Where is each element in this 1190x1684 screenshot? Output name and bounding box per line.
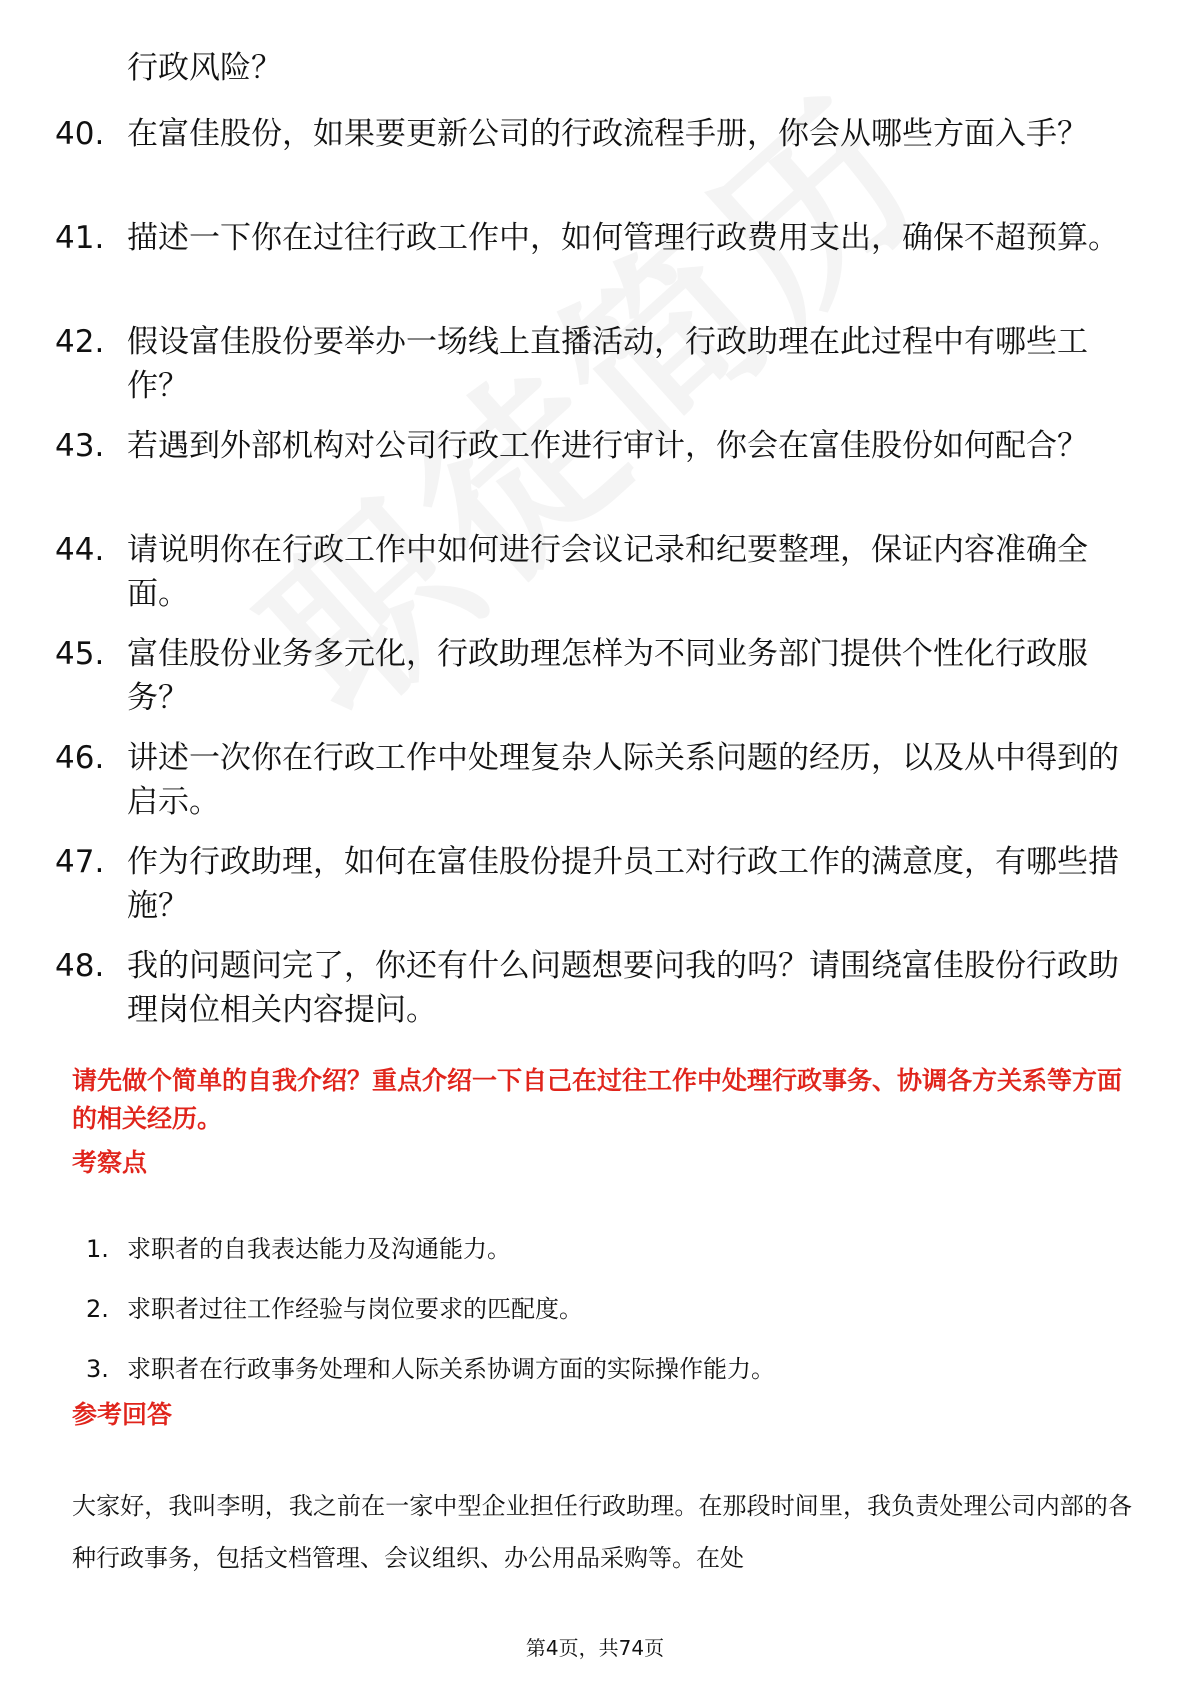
question-continuation: 行政风险？ bbox=[127, 50, 282, 86]
point-text: 求职者的自我表达能力及沟通能力。 bbox=[127, 1235, 511, 1263]
point-number: 1. bbox=[86, 1235, 109, 1263]
list-item bbox=[0, 1232, 1190, 1292]
list-item bbox=[0, 632, 1190, 736]
list-item bbox=[0, 736, 1190, 840]
page-footer: 第4页，共74页 bbox=[525, 1636, 665, 1660]
list-item bbox=[0, 424, 1190, 528]
question-number: 42. bbox=[55, 324, 105, 360]
question-list bbox=[0, 112, 1190, 1048]
question-text: 讲述一次你在行政工作中处理复杂人际关系问题的经历，以及从中得到的启示。 bbox=[127, 740, 1119, 820]
question-number: 44. bbox=[55, 532, 105, 568]
list-item bbox=[0, 944, 1190, 1048]
reference-heading: 参考回答 bbox=[72, 1400, 173, 1429]
question-number: 46. bbox=[55, 740, 105, 776]
question-number: 47. bbox=[55, 844, 105, 880]
assessment-points bbox=[0, 1232, 1190, 1412]
reference-answer: 大家好，我叫李明，我之前在一家中型企业担任行政助理。在那段时间里，我负责处理公司内部的各种行政事务，包括文档管理、会议组织、办公用品采购等。在处 bbox=[72, 1492, 1132, 1572]
list-item bbox=[0, 216, 1190, 320]
point-text: 求职者在行政事务处理和人际关系协调方面的实际操作能力。 bbox=[127, 1355, 775, 1383]
question-number: 40. bbox=[55, 116, 105, 152]
question-text: 若遇到外部机构对公司行政工作进行审计，你会在富佳股份如何配合？ bbox=[127, 428, 1088, 464]
point-number: 2. bbox=[86, 1295, 109, 1323]
question-text: 假设富佳股份要举办一场线上直播活动，行政助理在此过程中有哪些工作？ bbox=[127, 324, 1088, 404]
list-item bbox=[0, 528, 1190, 632]
list-item bbox=[0, 320, 1190, 424]
question-text: 描述一下你在过往行政工作中，如何管理行政费用支出，确保不超预算。 bbox=[127, 220, 1119, 256]
assessment-heading: 考察点 bbox=[72, 1148, 148, 1177]
list-item bbox=[0, 112, 1190, 216]
question-text: 作为行政助理，如何在富佳股份提升员工对行政工作的满意度，有哪些措施？ bbox=[127, 844, 1119, 924]
question-text: 我的问题问完了，你还有什么问题想要问我的吗？请围绕富佳股份行政助理岗位相关内容提问。 bbox=[127, 948, 1119, 1028]
list-item bbox=[0, 840, 1190, 944]
point-text: 求职者过往工作经验与岗位要求的匹配度。 bbox=[127, 1295, 583, 1323]
question-number: 43. bbox=[55, 428, 105, 464]
question-number: 41. bbox=[55, 220, 105, 256]
question-number: 48. bbox=[55, 948, 105, 984]
highlighted-question: 请先做个简单的自我介绍？重点介绍一下自己在过往工作中处理行政事务、协调各方关系等方面的相关经历。 bbox=[72, 1066, 1123, 1133]
question-text: 请说明你在行政工作中如何进行会议记录和纪要整理，保证内容准确全面。 bbox=[127, 532, 1088, 612]
question-text: 在富佳股份，如果要更新公司的行政流程手册，你会从哪些方面入手？ bbox=[127, 116, 1088, 152]
list-item bbox=[0, 1352, 1190, 1412]
list-item bbox=[0, 1292, 1190, 1352]
question-number: 45. bbox=[55, 636, 105, 672]
point-number: 3. bbox=[86, 1355, 109, 1383]
question-text: 富佳股份业务多元化，行政助理怎样为不同业务部门提供个性化行政服务？ bbox=[127, 636, 1088, 716]
